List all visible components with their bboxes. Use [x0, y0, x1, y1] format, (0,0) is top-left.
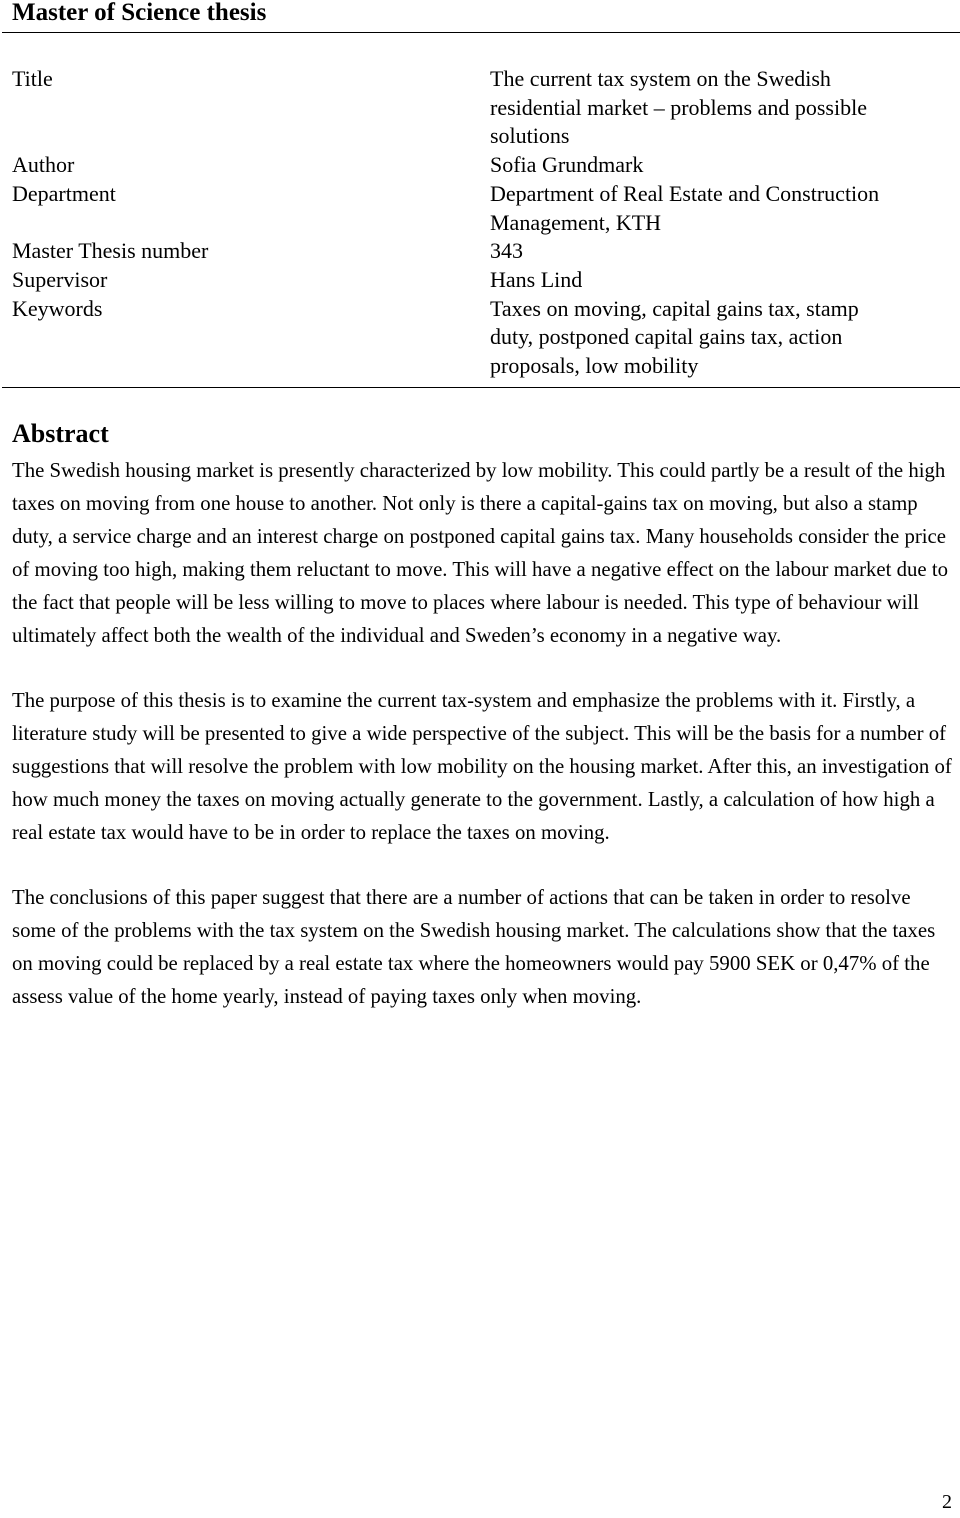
- meta-value-keywords: Taxes on moving, capital gains tax, stamp duty, postponed capital gains tax, action proposals, low mobility: [490, 295, 859, 379]
- meta-label-author: Author: [12, 152, 75, 178]
- meta-label-thesis-number: Master Thesis number: [12, 238, 209, 264]
- abstract-paragraph: The purpose of this thesis is to examine the current tax-system and emphasize the problems with it. Firstly, a literature study will be presented to give a wide perspective of the subject. This will be the basis for a number of suggestions that will resolve the problem with low mobility on the housing market. After this, an investigation of how much money the taxes on moving actually generate to the government. Lastly, a calculation of how high a real estate tax would have to be in order to replace the taxes on moving.: [12, 689, 952, 844]
- meta-row-thesis-number: [12, 237, 952, 266]
- abstract-heading: Abstract: [12, 419, 109, 448]
- meta-row-title: [12, 65, 952, 151]
- meta-row-author: [12, 151, 952, 180]
- top-divider: [2, 32, 960, 33]
- meta-label-keywords: Keywords: [12, 295, 103, 321]
- abstract-paragraph: The Swedish housing market is presently characterized by low mobility. This could partly be a result of the high taxes on moving from one house to another. Not only is there a capital-gains tax on moving, but also a stamp duty, a service charge and an interest charge on postponed capital gains tax. Many households consider the price of moving too high, making them reluctant to move. This will have a negative effect on the labour market due to the fact that people will be less willing to move to places where labour is needed. This type of behaviour will ultimately affect both the wealth of the individual and Sweden’s economy in a negative way.: [12, 459, 949, 647]
- thesis-metadata-table: [12, 65, 952, 381]
- meta-value-title: The current tax system on the Swedish residential market – problems and possible solutions: [490, 66, 867, 149]
- meta-row-supervisor: [12, 266, 952, 295]
- abstract-paragraph: The conclusions of this paper suggest that there are a number of actions that can be taken in order to resolve some of the problems with the tax system on the Swedish housing market. The calculations show that the taxes on moving could be replaced by a real estate tax where the homeowners would pay 5900 SEK or 0,47% of the assess value of the home yearly, instead of paying taxes only when moving.: [12, 886, 936, 1008]
- abstract-body: [12, 454, 957, 1045]
- meta-label-title: Title: [12, 66, 53, 91]
- meta-label-supervisor: Supervisor: [12, 266, 108, 292]
- metadata-bottom-divider: [2, 387, 960, 388]
- meta-value-thesis-number: 343: [490, 238, 523, 264]
- page-number: 2: [942, 1491, 952, 1513]
- meta-value-author: Sofia Grundmark: [490, 152, 644, 178]
- meta-label-department: Department: [12, 180, 116, 206]
- meta-value-department: Department of Real Estate and Construction Management, KTH: [490, 180, 880, 235]
- page-heading: Master of Science thesis: [12, 0, 267, 26]
- meta-value-supervisor: Hans Lind: [490, 266, 583, 292]
- meta-row-department: [12, 180, 952, 237]
- meta-row-keywords: [12, 295, 952, 381]
